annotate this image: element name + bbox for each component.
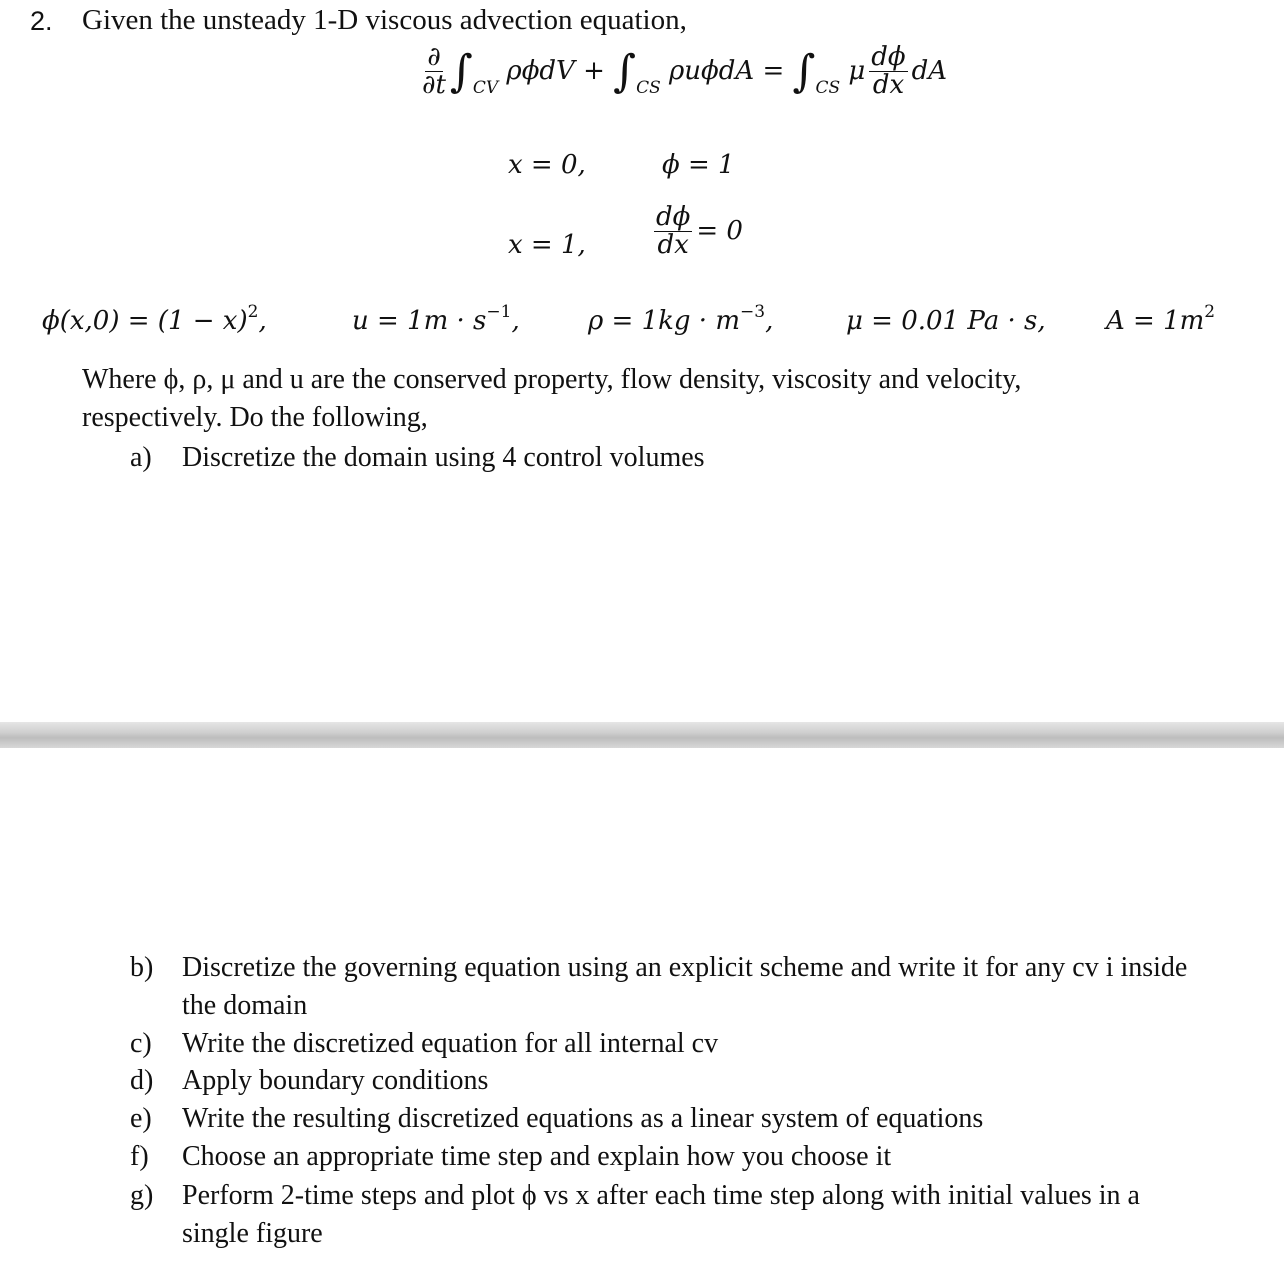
bc2-x: x = 1,	[508, 230, 586, 260]
velocity-param: $u = 1m \cdot s^{-1}$,	[352, 302, 520, 336]
page-break-divider	[0, 722, 1284, 748]
area-param: $A = 1m^2$	[1106, 302, 1216, 336]
bc2-dx: dx	[657, 230, 689, 261]
partial-derivative	[422, 44, 446, 100]
task-e-label: e)	[130, 1103, 152, 1134]
question-title: Given the unsteady 1-D viscous advection equation,	[82, 4, 687, 36]
bc1-x: x = 0,	[508, 150, 586, 180]
question-number: 2.	[30, 6, 53, 36]
task-c-label: c)	[130, 1028, 152, 1059]
task-c-text: Write the discretized equation for all internal cv	[182, 1028, 719, 1059]
task-f-text: Choose an appropriate time step and explain how you choose it	[182, 1141, 892, 1172]
bc2-derivative	[650, 204, 743, 260]
task-g-text-cont: single figure	[182, 1218, 323, 1249]
subscript-cv: CV	[472, 77, 499, 98]
integral-symbol: ∫	[613, 45, 637, 97]
density-param: $\rho = 1kg \cdot m^{-3}$,	[588, 302, 774, 336]
integral-symbol: ∫	[792, 45, 816, 97]
dphi: dϕ	[871, 42, 906, 72]
area-element: dA	[911, 55, 948, 86]
subscript-cs: CS	[636, 77, 661, 98]
dphi-dx-fraction	[869, 44, 907, 100]
task-b-text: Discretize the governing equation using an explicit scheme and write it for any cv i inside	[182, 952, 1188, 983]
bc1-phi: ϕ = 1	[662, 150, 735, 180]
subscript-cs: CS	[815, 77, 841, 98]
task-a-label: a)	[130, 442, 152, 473]
viscosity-symbol: μ	[848, 55, 866, 86]
bc2-dphi: dϕ	[656, 202, 691, 232]
partial-symbol: ∂	[427, 42, 441, 72]
description-line-1: Where ϕ, ρ, μ and u are the conserved property, flow density, viscosity and velocity,	[82, 364, 1022, 395]
task-a-text: Discretize the domain using 4 control volumes	[182, 442, 705, 473]
partial-t: ∂t	[422, 70, 446, 101]
description-line-2: respectively. Do the following,	[82, 402, 428, 433]
task-f-label: f)	[130, 1141, 149, 1172]
task-e-text: Write the resulting discretized equations as a linear system of equations	[182, 1103, 984, 1134]
task-d-label: d)	[130, 1065, 154, 1096]
integral-symbol: ∫	[449, 45, 473, 97]
bc2-rhs: = 0	[696, 215, 743, 246]
flux-term: ρuϕdA =	[669, 55, 785, 86]
dx: dx	[872, 70, 905, 101]
volume-term: ρϕdV +	[506, 55, 605, 86]
task-d-text: Apply boundary conditions	[182, 1065, 489, 1096]
viscosity-param: μ = 0.01 Pa · s,	[846, 306, 1046, 336]
task-g-label: g)	[130, 1180, 154, 1211]
governing-equation	[418, 44, 947, 100]
initial-condition: $\phi(x,0) = (1 - x)^2$,	[42, 302, 267, 336]
task-b-label: b)	[130, 952, 154, 983]
task-b-text-cont: the domain	[182, 990, 308, 1021]
task-g-text: Perform 2-time steps and plot ϕ vs x after each time step along with initial values in a	[182, 1180, 1140, 1211]
